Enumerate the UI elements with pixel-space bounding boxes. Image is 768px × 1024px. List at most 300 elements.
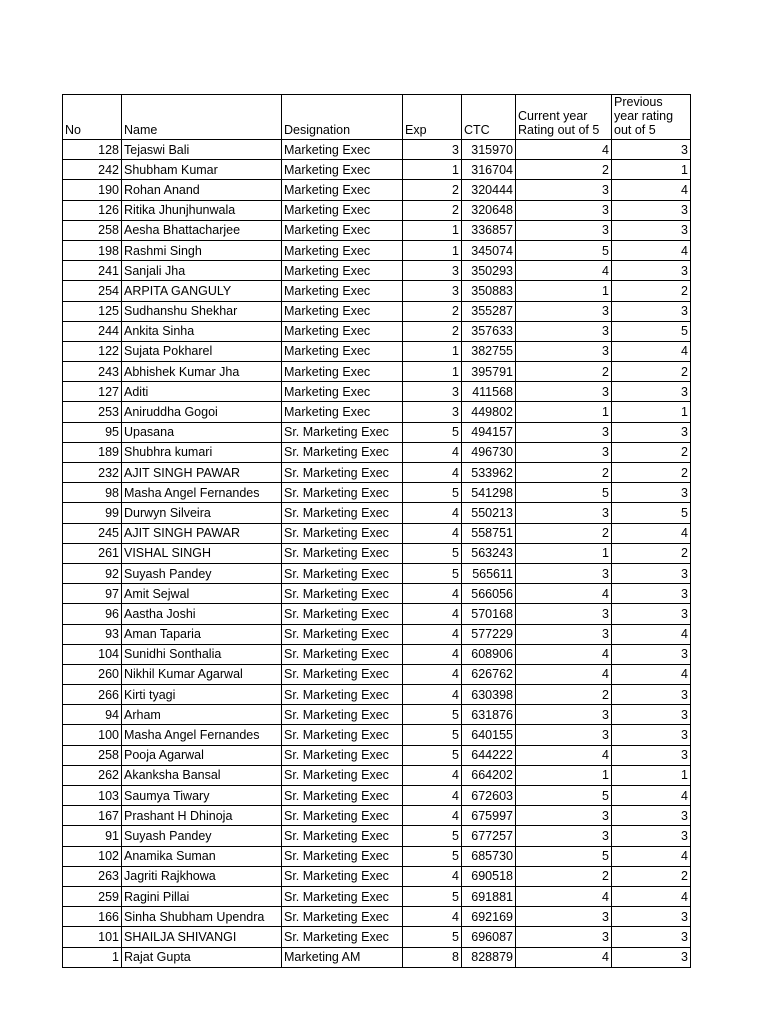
cell-name[interactable]: Aniruddha Gogoi <box>122 402 282 422</box>
cell-ctc[interactable]: 496730 <box>462 442 516 462</box>
cell-current-rating[interactable]: 1 <box>516 543 612 563</box>
cell-designation[interactable]: Sr. Marketing Exec <box>282 463 403 483</box>
cell-ctc[interactable]: 558751 <box>462 523 516 543</box>
header-previous-rating[interactable]: Previous year rating out of 5 <box>612 95 691 140</box>
cell-no[interactable]: 93 <box>63 624 122 644</box>
cell-no[interactable]: 128 <box>63 140 122 160</box>
cell-current-rating[interactable]: 3 <box>516 725 612 745</box>
cell-current-rating[interactable]: 3 <box>516 624 612 644</box>
cell-previous-rating[interactable]: 4 <box>612 240 691 260</box>
cell-current-rating[interactable]: 3 <box>516 826 612 846</box>
cell-name[interactable]: Ankita Sinha <box>122 321 282 341</box>
cell-ctc[interactable]: 357633 <box>462 321 516 341</box>
cell-designation[interactable]: Sr. Marketing Exec <box>282 745 403 765</box>
cell-ctc[interactable]: 449802 <box>462 402 516 422</box>
cell-ctc[interactable]: 690518 <box>462 866 516 886</box>
cell-designation[interactable]: Sr. Marketing Exec <box>282 503 403 523</box>
cell-no[interactable]: 127 <box>63 382 122 402</box>
cell-exp[interactable]: 3 <box>403 261 462 281</box>
cell-no[interactable]: 98 <box>63 483 122 503</box>
cell-current-rating[interactable]: 5 <box>516 483 612 503</box>
cell-previous-rating[interactable]: 4 <box>612 886 691 906</box>
cell-no[interactable]: 99 <box>63 503 122 523</box>
cell-no[interactable]: 91 <box>63 826 122 846</box>
cell-designation[interactable]: Marketing AM <box>282 947 403 967</box>
cell-current-rating[interactable]: 1 <box>516 765 612 785</box>
cell-ctc[interactable]: 541298 <box>462 483 516 503</box>
cell-exp[interactable]: 4 <box>403 584 462 604</box>
cell-exp[interactable]: 4 <box>403 604 462 624</box>
cell-previous-rating[interactable]: 3 <box>612 806 691 826</box>
cell-exp[interactable]: 4 <box>403 463 462 483</box>
cell-no[interactable]: 189 <box>63 442 122 462</box>
cell-exp[interactable]: 5 <box>403 886 462 906</box>
cell-current-rating[interactable]: 3 <box>516 503 612 523</box>
cell-designation[interactable]: Sr. Marketing Exec <box>282 907 403 927</box>
cell-designation[interactable]: Sr. Marketing Exec <box>282 927 403 947</box>
cell-exp[interactable]: 1 <box>403 240 462 260</box>
cell-previous-rating[interactable]: 3 <box>612 685 691 705</box>
cell-previous-rating[interactable]: 3 <box>612 725 691 745</box>
cell-previous-rating[interactable]: 3 <box>612 907 691 927</box>
cell-exp[interactable]: 5 <box>403 745 462 765</box>
cell-designation[interactable]: Sr. Marketing Exec <box>282 644 403 664</box>
cell-name[interactable]: Sunidhi Sonthalia <box>122 644 282 664</box>
cell-ctc[interactable]: 494157 <box>462 422 516 442</box>
header-exp[interactable]: Exp <box>403 95 462 140</box>
cell-current-rating[interactable]: 3 <box>516 422 612 442</box>
cell-ctc[interactable]: 691881 <box>462 886 516 906</box>
cell-previous-rating[interactable]: 3 <box>612 584 691 604</box>
cell-designation[interactable]: Marketing Exec <box>282 362 403 382</box>
cell-name[interactable]: Anamika Suman <box>122 846 282 866</box>
cell-exp[interactable]: 4 <box>403 442 462 462</box>
cell-exp[interactable]: 4 <box>403 806 462 826</box>
cell-no[interactable]: 245 <box>63 523 122 543</box>
table-row <box>63 281 691 301</box>
cell-designation[interactable]: Sr. Marketing Exec <box>282 523 403 543</box>
cell-name[interactable]: Aditi <box>122 382 282 402</box>
table-row <box>63 220 691 240</box>
cell-no[interactable]: 97 <box>63 584 122 604</box>
table-row <box>63 644 691 664</box>
cell-current-rating[interactable]: 3 <box>516 341 612 361</box>
cell-current-rating[interactable]: 4 <box>516 664 612 684</box>
cell-name[interactable]: Sudhanshu Shekhar <box>122 301 282 321</box>
cell-ctc[interactable]: 644222 <box>462 745 516 765</box>
cell-no[interactable]: 167 <box>63 806 122 826</box>
table-row <box>63 765 691 785</box>
cell-previous-rating[interactable]: 3 <box>612 200 691 220</box>
cell-designation[interactable]: Sr. Marketing Exec <box>282 806 403 826</box>
cell-ctc[interactable]: 677257 <box>462 826 516 846</box>
cell-current-rating[interactable]: 2 <box>516 463 612 483</box>
cell-name[interactable]: Masha Angel Fernandes <box>122 725 282 745</box>
cell-current-rating[interactable]: 3 <box>516 180 612 200</box>
cell-name[interactable]: Abhishek Kumar Jha <box>122 362 282 382</box>
cell-designation[interactable]: Marketing Exec <box>282 140 403 160</box>
cell-name[interactable]: Pooja Agarwal <box>122 745 282 765</box>
cell-no[interactable]: 266 <box>63 685 122 705</box>
cell-current-rating[interactable]: 2 <box>516 685 612 705</box>
cell-no[interactable]: 166 <box>63 907 122 927</box>
cell-previous-rating[interactable]: 3 <box>612 927 691 947</box>
cell-designation[interactable]: Marketing Exec <box>282 321 403 341</box>
cell-ctc[interactable]: 672603 <box>462 786 516 806</box>
cell-ctc[interactable]: 630398 <box>462 685 516 705</box>
cell-no[interactable]: 103 <box>63 786 122 806</box>
header-designation[interactable]: Designation <box>282 95 403 140</box>
cell-no[interactable]: 241 <box>63 261 122 281</box>
cell-exp[interactable]: 5 <box>403 483 462 503</box>
cell-exp[interactable]: 1 <box>403 160 462 180</box>
cell-exp[interactable]: 1 <box>403 362 462 382</box>
cell-ctc[interactable]: 640155 <box>462 725 516 745</box>
cell-previous-rating[interactable]: 3 <box>612 563 691 583</box>
cell-exp[interactable]: 4 <box>403 523 462 543</box>
cell-exp[interactable]: 2 <box>403 321 462 341</box>
cell-previous-rating[interactable]: 4 <box>612 664 691 684</box>
cell-exp[interactable]: 3 <box>403 402 462 422</box>
cell-exp[interactable]: 4 <box>403 765 462 785</box>
cell-ctc[interactable]: 345074 <box>462 240 516 260</box>
cell-designation[interactable]: Marketing Exec <box>282 200 403 220</box>
cell-ctc[interactable]: 626762 <box>462 664 516 684</box>
cell-previous-rating[interactable]: 5 <box>612 321 691 341</box>
cell-current-rating[interactable]: 4 <box>516 140 612 160</box>
cell-current-rating[interactable]: 3 <box>516 907 612 927</box>
cell-name[interactable]: Shubham Kumar <box>122 160 282 180</box>
cell-exp[interactable]: 5 <box>403 705 462 725</box>
cell-ctc[interactable]: 696087 <box>462 927 516 947</box>
cell-name[interactable]: Masha Angel Fernandes <box>122 483 282 503</box>
cell-designation[interactable]: Sr. Marketing Exec <box>282 442 403 462</box>
cell-no[interactable]: 94 <box>63 705 122 725</box>
cell-ctc[interactable]: 395791 <box>462 362 516 382</box>
cell-no[interactable]: 1 <box>63 947 122 967</box>
cell-name[interactable]: Amit Sejwal <box>122 584 282 604</box>
cell-ctc[interactable]: 664202 <box>462 765 516 785</box>
cell-exp[interactable]: 2 <box>403 301 462 321</box>
cell-ctc[interactable]: 336857 <box>462 220 516 240</box>
cell-ctc[interactable]: 320444 <box>462 180 516 200</box>
cell-name[interactable]: Prashant H Dhinoja <box>122 806 282 826</box>
cell-designation[interactable]: Sr. Marketing Exec <box>282 886 403 906</box>
cell-ctc[interactable]: 608906 <box>462 644 516 664</box>
cell-previous-rating[interactable]: 3 <box>612 220 691 240</box>
cell-previous-rating[interactable]: 2 <box>612 442 691 462</box>
cell-no[interactable]: 261 <box>63 543 122 563</box>
cell-name[interactable]: ARPITA GANGULY <box>122 281 282 301</box>
cell-ctc[interactable]: 563243 <box>462 543 516 563</box>
cell-previous-rating[interactable]: 4 <box>612 341 691 361</box>
cell-ctc[interactable]: 411568 <box>462 382 516 402</box>
cell-no[interactable]: 101 <box>63 927 122 947</box>
cell-previous-rating[interactable]: 3 <box>612 483 691 503</box>
cell-designation[interactable]: Marketing Exec <box>282 180 403 200</box>
cell-designation[interactable]: Marketing Exec <box>282 382 403 402</box>
cell-name[interactable]: Aman Taparia <box>122 624 282 644</box>
cell-no[interactable]: 258 <box>63 745 122 765</box>
cell-name[interactable]: Suyash Pandey <box>122 563 282 583</box>
cell-exp[interactable]: 5 <box>403 826 462 846</box>
cell-exp[interactable]: 4 <box>403 503 462 523</box>
cell-current-rating[interactable]: 3 <box>516 563 612 583</box>
cell-exp[interactable]: 8 <box>403 947 462 967</box>
cell-current-rating[interactable]: 3 <box>516 382 612 402</box>
cell-current-rating[interactable]: 3 <box>516 604 612 624</box>
cell-exp[interactable]: 4 <box>403 624 462 644</box>
cell-previous-rating[interactable]: 4 <box>612 180 691 200</box>
cell-exp[interactable]: 5 <box>403 422 462 442</box>
cell-designation[interactable]: Sr. Marketing Exec <box>282 725 403 745</box>
cell-designation[interactable]: Sr. Marketing Exec <box>282 786 403 806</box>
cell-no[interactable]: 243 <box>63 362 122 382</box>
cell-exp[interactable]: 2 <box>403 200 462 220</box>
cell-designation[interactable]: Marketing Exec <box>282 402 403 422</box>
cell-designation[interactable]: Sr. Marketing Exec <box>282 826 403 846</box>
cell-name[interactable]: Rajat Gupta <box>122 947 282 967</box>
cell-ctc[interactable]: 315970 <box>462 140 516 160</box>
cell-name[interactable]: Akanksha Bansal <box>122 765 282 785</box>
cell-no[interactable]: 95 <box>63 422 122 442</box>
table-row <box>63 786 691 806</box>
cell-no[interactable]: 259 <box>63 886 122 906</box>
cell-no[interactable]: 96 <box>63 604 122 624</box>
cell-no[interactable]: 100 <box>63 725 122 745</box>
cell-name[interactable]: Sanjali Jha <box>122 261 282 281</box>
cell-name[interactable]: Rohan Anand <box>122 180 282 200</box>
cell-designation[interactable]: Marketing Exec <box>282 281 403 301</box>
cell-name[interactable]: Sinha Shubham Upendra <box>122 907 282 927</box>
cell-exp[interactable]: 5 <box>403 927 462 947</box>
cell-previous-rating[interactable]: 3 <box>612 947 691 967</box>
cell-current-rating[interactable]: 3 <box>516 927 612 947</box>
cell-name[interactable]: Ritika Jhunjhunwala <box>122 200 282 220</box>
cell-designation[interactable]: Sr. Marketing Exec <box>282 483 403 503</box>
cell-ctc[interactable]: 675997 <box>462 806 516 826</box>
cell-ctc[interactable]: 533962 <box>462 463 516 483</box>
cell-current-rating[interactable]: 1 <box>516 281 612 301</box>
cell-name[interactable]: Saumya Tiwary <box>122 786 282 806</box>
cell-name[interactable]: Jagriti Rajkhowa <box>122 866 282 886</box>
cell-current-rating[interactable]: 3 <box>516 321 612 341</box>
header-no[interactable]: No <box>63 95 122 140</box>
header-current-rating[interactable]: Current year Rating out of 5 <box>516 95 612 140</box>
cell-previous-rating[interactable]: 2 <box>612 866 691 886</box>
cell-current-rating[interactable]: 2 <box>516 160 612 180</box>
cell-designation[interactable]: Sr. Marketing Exec <box>282 664 403 684</box>
cell-current-rating[interactable]: 4 <box>516 745 612 765</box>
cell-previous-rating[interactable]: 5 <box>612 503 691 523</box>
cell-ctc[interactable]: 550213 <box>462 503 516 523</box>
cell-previous-rating[interactable]: 3 <box>612 382 691 402</box>
cell-no[interactable]: 232 <box>63 463 122 483</box>
cell-previous-rating[interactable]: 1 <box>612 160 691 180</box>
cell-current-rating[interactable]: 4 <box>516 261 612 281</box>
cell-no[interactable]: 242 <box>63 160 122 180</box>
cell-previous-rating[interactable]: 3 <box>612 826 691 846</box>
cell-designation[interactable]: Marketing Exec <box>282 301 403 321</box>
cell-previous-rating[interactable]: 2 <box>612 463 691 483</box>
cell-ctc[interactable]: 320648 <box>462 200 516 220</box>
cell-exp[interactable]: 3 <box>403 281 462 301</box>
cell-no[interactable]: 258 <box>63 220 122 240</box>
cell-name[interactable]: Suyash Pandey <box>122 826 282 846</box>
cell-name[interactable]: Durwyn Silveira <box>122 503 282 523</box>
table-row <box>63 341 691 361</box>
cell-previous-rating[interactable]: 3 <box>612 140 691 160</box>
cell-current-rating[interactable]: 1 <box>516 402 612 422</box>
cell-ctc[interactable]: 316704 <box>462 160 516 180</box>
cell-no[interactable]: 126 <box>63 200 122 220</box>
cell-current-rating[interactable]: 3 <box>516 442 612 462</box>
cell-previous-rating[interactable]: 3 <box>612 745 691 765</box>
cell-designation[interactable]: Sr. Marketing Exec <box>282 604 403 624</box>
cell-ctc[interactable]: 565611 <box>462 563 516 583</box>
cell-designation[interactable]: Sr. Marketing Exec <box>282 422 403 442</box>
cell-exp[interactable]: 4 <box>403 685 462 705</box>
cell-no[interactable]: 244 <box>63 321 122 341</box>
cell-ctc[interactable]: 382755 <box>462 341 516 361</box>
cell-designation[interactable]: Marketing Exec <box>282 341 403 361</box>
cell-name[interactable]: Aastha Joshi <box>122 604 282 624</box>
cell-name[interactable]: AJIT SINGH PAWAR <box>122 463 282 483</box>
cell-designation[interactable]: Sr. Marketing Exec <box>282 705 403 725</box>
cell-name[interactable]: Kirti tyagi <box>122 685 282 705</box>
cell-ctc[interactable]: 685730 <box>462 846 516 866</box>
cell-exp[interactable]: 2 <box>403 180 462 200</box>
cell-designation[interactable]: Sr. Marketing Exec <box>282 846 403 866</box>
cell-previous-rating[interactable]: 2 <box>612 543 691 563</box>
cell-exp[interactable]: 4 <box>403 907 462 927</box>
cell-ctc[interactable]: 570168 <box>462 604 516 624</box>
cell-exp[interactable]: 3 <box>403 140 462 160</box>
cell-previous-rating[interactable]: 4 <box>612 846 691 866</box>
cell-ctc[interactable]: 355287 <box>462 301 516 321</box>
cell-current-rating[interactable]: 5 <box>516 846 612 866</box>
cell-current-rating[interactable]: 3 <box>516 220 612 240</box>
cell-no[interactable]: 102 <box>63 846 122 866</box>
cell-no[interactable]: 198 <box>63 240 122 260</box>
cell-designation[interactable]: Marketing Exec <box>282 240 403 260</box>
cell-previous-rating[interactable]: 3 <box>612 261 691 281</box>
cell-current-rating[interactable]: 3 <box>516 301 612 321</box>
cell-name[interactable]: Nikhil Kumar Agarwal <box>122 664 282 684</box>
cell-name[interactable]: Sujata Pokharel <box>122 341 282 361</box>
cell-designation[interactable]: Marketing Exec <box>282 261 403 281</box>
cell-current-rating[interactable]: 5 <box>516 240 612 260</box>
cell-ctc[interactable]: 692169 <box>462 907 516 927</box>
cell-current-rating[interactable]: 4 <box>516 644 612 664</box>
cell-ctc[interactable]: 350293 <box>462 261 516 281</box>
cell-current-rating[interactable]: 4 <box>516 886 612 906</box>
cell-exp[interactable]: 5 <box>403 563 462 583</box>
cell-exp[interactable]: 4 <box>403 866 462 886</box>
cell-ctc[interactable]: 566056 <box>462 584 516 604</box>
cell-current-rating[interactable]: 3 <box>516 806 612 826</box>
cell-exp[interactable]: 1 <box>403 220 462 240</box>
cell-previous-rating[interactable]: 3 <box>612 301 691 321</box>
cell-name[interactable]: AJIT SINGH PAWAR <box>122 523 282 543</box>
cell-name[interactable]: Aesha Bhattacharjee <box>122 220 282 240</box>
cell-no[interactable]: 104 <box>63 644 122 664</box>
cell-name[interactable]: Rashmi Singh <box>122 240 282 260</box>
header-name[interactable]: Name <box>122 95 282 140</box>
cell-no[interactable]: 262 <box>63 765 122 785</box>
cell-exp[interactable]: 5 <box>403 725 462 745</box>
cell-no[interactable]: 263 <box>63 866 122 886</box>
cell-designation[interactable]: Sr. Marketing Exec <box>282 685 403 705</box>
cell-current-rating[interactable]: 2 <box>516 866 612 886</box>
cell-name[interactable]: Ragini Pillai <box>122 886 282 906</box>
cell-ctc[interactable]: 350883 <box>462 281 516 301</box>
cell-no[interactable]: 253 <box>63 402 122 422</box>
cell-current-rating[interactable]: 4 <box>516 584 612 604</box>
cell-designation[interactable]: Marketing Exec <box>282 160 403 180</box>
cell-exp[interactable]: 4 <box>403 644 462 664</box>
cell-name[interactable]: Tejaswi Bali <box>122 140 282 160</box>
cell-previous-rating[interactable]: 3 <box>612 604 691 624</box>
cell-name[interactable]: Shubhra kumari <box>122 442 282 462</box>
cell-no[interactable]: 92 <box>63 563 122 583</box>
cell-current-rating[interactable]: 5 <box>516 786 612 806</box>
cell-previous-rating[interactable]: 4 <box>612 624 691 644</box>
cell-no[interactable]: 254 <box>63 281 122 301</box>
cell-ctc[interactable]: 631876 <box>462 705 516 725</box>
cell-name[interactable]: SHAILJA SHIVANGI <box>122 927 282 947</box>
cell-no[interactable]: 260 <box>63 664 122 684</box>
cell-name[interactable]: Arham <box>122 705 282 725</box>
cell-current-rating[interactable]: 4 <box>516 947 612 967</box>
cell-exp[interactable]: 3 <box>403 382 462 402</box>
cell-exp[interactable]: 4 <box>403 786 462 806</box>
cell-name[interactable]: Upasana <box>122 422 282 442</box>
cell-previous-rating[interactable]: 3 <box>612 422 691 442</box>
cell-designation[interactable]: Sr. Marketing Exec <box>282 584 403 604</box>
cell-exp[interactable]: 5 <box>403 543 462 563</box>
cell-no[interactable]: 122 <box>63 341 122 361</box>
cell-no[interactable]: 190 <box>63 180 122 200</box>
cell-current-rating[interactable]: 3 <box>516 200 612 220</box>
cell-previous-rating[interactable]: 3 <box>612 705 691 725</box>
cell-designation[interactable]: Sr. Marketing Exec <box>282 543 403 563</box>
cell-previous-rating[interactable]: 1 <box>612 765 691 785</box>
cell-designation[interactable]: Sr. Marketing Exec <box>282 624 403 644</box>
cell-current-rating[interactable]: 3 <box>516 705 612 725</box>
header-ctc[interactable]: CTC <box>462 95 516 140</box>
cell-designation[interactable]: Sr. Marketing Exec <box>282 866 403 886</box>
cell-previous-rating[interactable]: 3 <box>612 644 691 664</box>
cell-designation[interactable]: Sr. Marketing Exec <box>282 563 403 583</box>
cell-current-rating[interactable]: 2 <box>516 362 612 382</box>
cell-previous-rating[interactable]: 1 <box>612 402 691 422</box>
cell-name[interactable]: VISHAL SINGH <box>122 543 282 563</box>
cell-ctc[interactable]: 828879 <box>462 947 516 967</box>
cell-previous-rating[interactable]: 2 <box>612 281 691 301</box>
cell-previous-rating[interactable]: 2 <box>612 362 691 382</box>
cell-exp[interactable]: 4 <box>403 664 462 684</box>
cell-current-rating[interactable]: 2 <box>516 523 612 543</box>
cell-exp[interactable]: 1 <box>403 341 462 361</box>
cell-ctc[interactable]: 577229 <box>462 624 516 644</box>
cell-previous-rating[interactable]: 4 <box>612 523 691 543</box>
cell-exp[interactable]: 5 <box>403 846 462 866</box>
cell-designation[interactable]: Marketing Exec <box>282 220 403 240</box>
cell-no[interactable]: 125 <box>63 301 122 321</box>
cell-previous-rating[interactable]: 4 <box>612 786 691 806</box>
cell-designation[interactable]: Sr. Marketing Exec <box>282 765 403 785</box>
